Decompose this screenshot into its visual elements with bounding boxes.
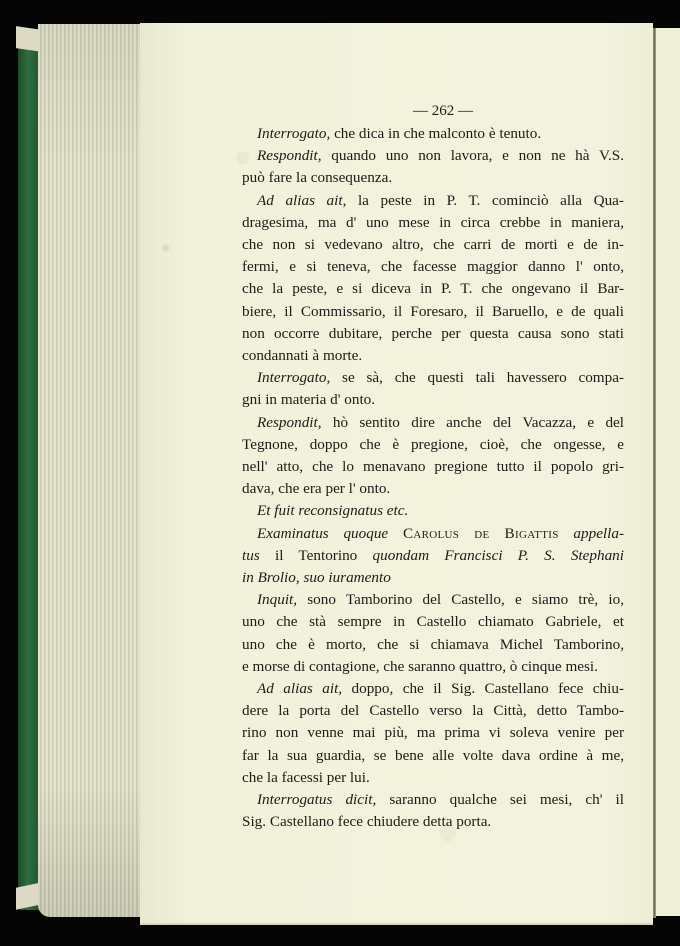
paragraph — [242, 523, 624, 590]
text-segment: che dica in che malconto è tenuto. — [330, 125, 542, 142]
paragraph — [242, 190, 624, 368]
text-line — [242, 589, 624, 611]
text-segment: fermi, e si teneva, che facesse maggior danno l' onto, — [242, 258, 624, 276]
text-line — [242, 789, 624, 811]
paragraph — [242, 145, 624, 189]
italic-text: Ad alias ait, — [257, 191, 347, 209]
text-line — [242, 190, 624, 212]
text-line — [242, 722, 624, 744]
text-segment: gni in materia d' onto. — [242, 391, 376, 409]
text-segment: dava, che era per l' onto. — [242, 480, 391, 498]
text-line — [242, 678, 624, 700]
text-line — [242, 634, 624, 656]
text-segment: doppo, che il Sig. Castellano fece chiu- — [342, 680, 624, 698]
text-segment — [559, 525, 574, 542]
text-segment: Sig. Castellano fece chiudere detta porta. — [242, 813, 492, 831]
text-segment: Tegnone, doppo che è pregione, cioè, che ongesse, e — [242, 435, 624, 453]
text-line — [242, 123, 624, 145]
text-line — [242, 767, 624, 789]
italic-text: Interrogato, — [257, 125, 331, 142]
text-segment: la peste in P. T. cominciò alla Qua- — [346, 191, 624, 209]
text-segment: quando uno non lavora, e non ne hà V.S. — [321, 147, 624, 165]
text-line — [242, 545, 624, 567]
italic-text: quondam Francisci P. S. Stephani — [372, 546, 624, 564]
italic-text: tus — [242, 546, 260, 564]
text-segment — [388, 525, 403, 542]
text-segment: se sà, che questi tali havessero compa- — [330, 369, 624, 387]
italic-text: Interrogatus dicit, — [257, 791, 377, 809]
text-segment: far la sua guardia, se bene alle volte dava ordine à me, — [242, 746, 624, 764]
page-number: — 262 — — [413, 103, 473, 119]
text-segment: nell' atto, che lo menavano pregione tutto il popolo gri- — [242, 458, 624, 476]
italic-text: in Brolio, suo iuramento — [242, 569, 391, 587]
text-line — [242, 389, 624, 411]
text-segment: il Tentorino — [259, 546, 373, 564]
text-line — [242, 567, 624, 589]
small-caps-name: Carolus de Bigattis — [402, 524, 559, 542]
text-segment: condannati à morte. — [242, 347, 363, 365]
text-segment: che la facessi per lui. — [242, 768, 370, 786]
text-segment: saranno qualche sei mesi, ch' il — [376, 791, 624, 809]
text-line — [242, 523, 624, 545]
text-segment: che non si vedevano altro, che carri de morti e de in- — [242, 236, 624, 254]
text-line — [242, 434, 624, 456]
text-line — [242, 167, 624, 189]
text-line — [242, 278, 624, 300]
page-edges-stack — [38, 24, 140, 917]
paragraphs-container — [242, 123, 624, 834]
text-segment: rino non venne mai più, ma prima vi soleva venire per — [242, 724, 624, 742]
text-segment: può fare la consequenza. — [242, 169, 393, 187]
italic-text: Respondit, — [257, 413, 322, 431]
text-segment: e morse di contagione, che saranno quattro, ò cinque mesi. — [242, 657, 598, 675]
facing-page-edge — [656, 28, 680, 916]
text-line — [242, 234, 624, 256]
text-segment: sono Tamborino del Castello, e siamo trè, io, — [297, 591, 624, 609]
italic-text: Respondit, — [257, 147, 322, 165]
text-line — [242, 500, 624, 522]
text-line — [242, 656, 624, 678]
paragraph — [242, 500, 624, 522]
text-line — [242, 700, 624, 722]
paragraph — [242, 678, 624, 789]
italic-text: Et fuit reconsignatus etc. — [257, 502, 409, 520]
text-segment: dragesima, ma d' uno mese in circa crebbe in maniera, — [242, 213, 624, 231]
text-line — [242, 478, 624, 500]
italic-text: Inquit, — [257, 591, 298, 609]
paragraph — [242, 789, 624, 833]
text-line — [242, 456, 624, 478]
text-line — [242, 323, 624, 345]
text-segment: hò sentito dire anche del Vacazza, e del — [321, 413, 624, 431]
text-line — [242, 301, 624, 323]
italic-text: Ad alias ait, — [257, 680, 343, 698]
text-line — [242, 412, 624, 434]
text-line — [242, 145, 624, 167]
text-line — [242, 367, 624, 389]
text-line — [242, 345, 624, 367]
text-line — [242, 212, 624, 234]
text-segment: uno che stà sempre in Castello chiamato Gabriele, et — [242, 613, 624, 631]
italic-text: Interrogato, — [257, 369, 331, 387]
paragraph — [242, 589, 624, 678]
text-segment: biere, il Commissario, il Foresaro, il Baruello, e de quali — [242, 302, 624, 320]
text-segment: dere la porta del Castello verso la Città, detto Tambo- — [242, 702, 624, 720]
italic-text: appella- — [573, 524, 625, 542]
paragraph — [242, 412, 624, 501]
page-text-block — [242, 100, 624, 834]
text-segment: non occorre dubitare, perche per questa causa sono stati — [242, 324, 624, 342]
text-line — [242, 611, 624, 633]
text-segment: uno che è morto, che si chiamava Michel Tamborino, — [242, 635, 624, 653]
paragraph — [242, 367, 624, 411]
italic-text: Examinatus quoque — [257, 524, 389, 542]
paragraph — [242, 123, 624, 145]
text-line — [242, 745, 624, 767]
text-segment: che la peste, e si diceva in P. T. che ongevano il Bar- — [242, 280, 624, 298]
text-line — [242, 811, 624, 833]
text-line — [242, 256, 624, 278]
